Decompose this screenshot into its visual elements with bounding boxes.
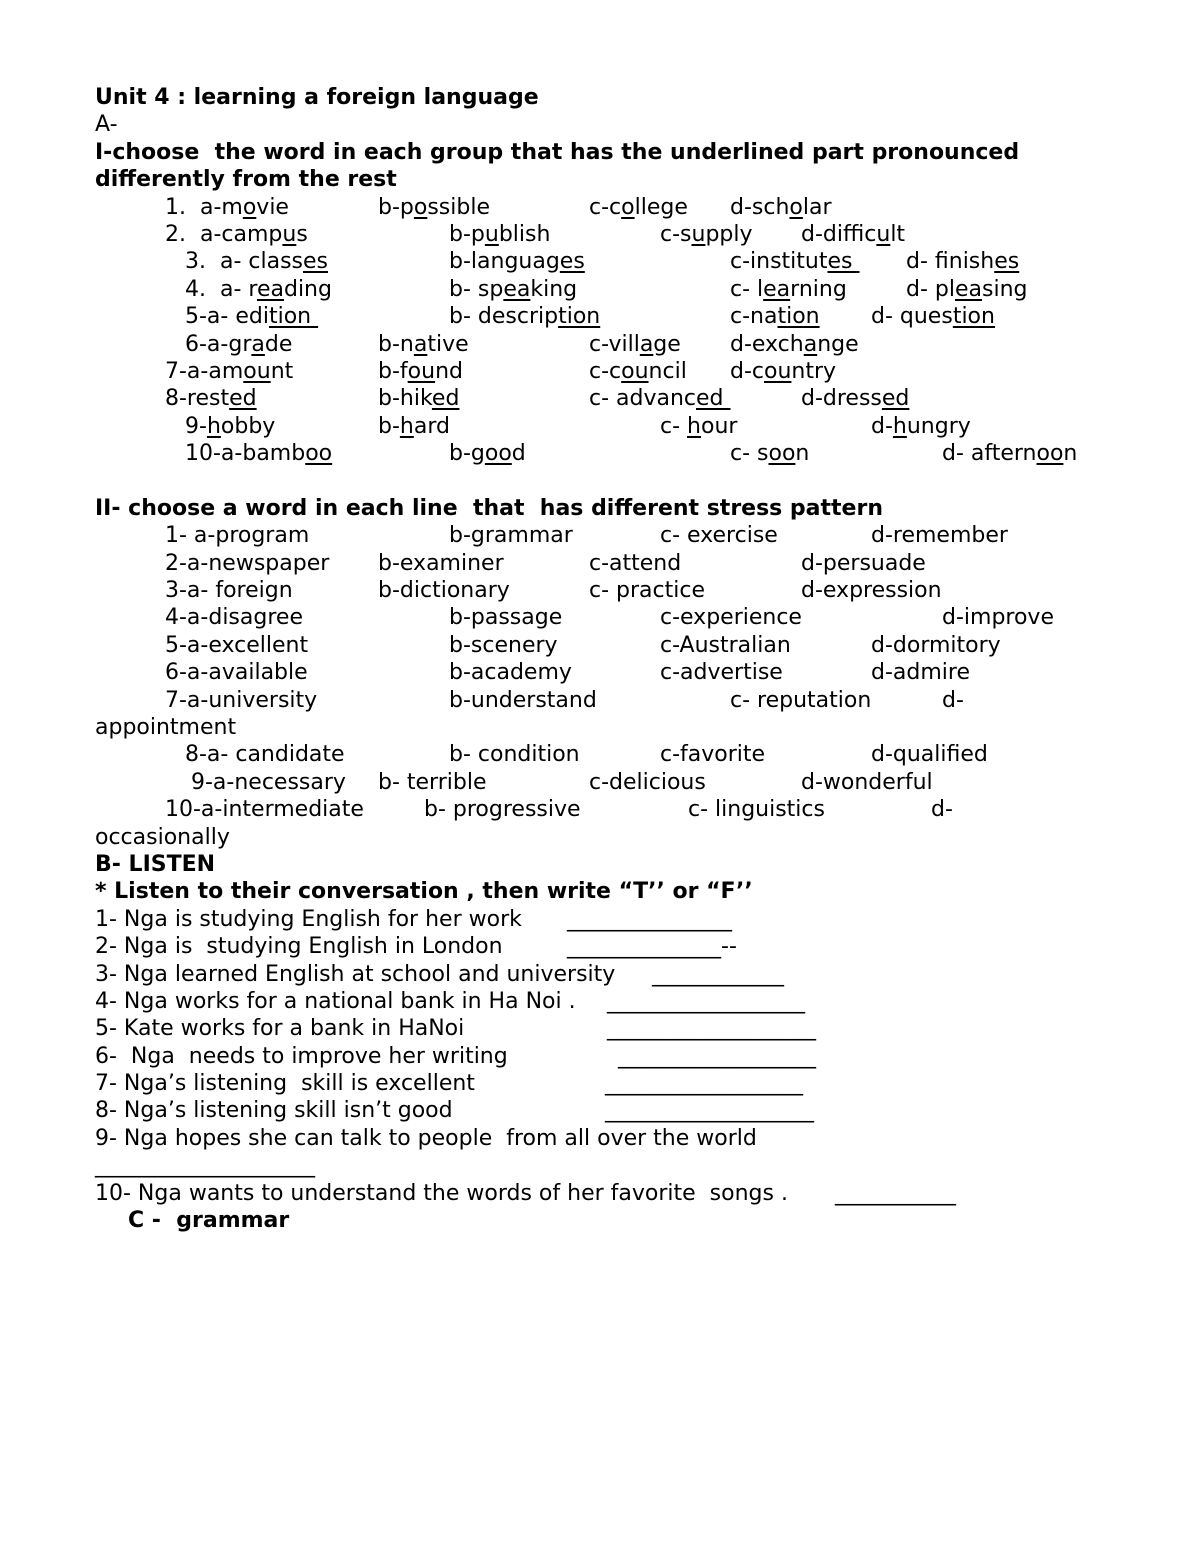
- answer-option: 5-a- edition: [185, 304, 319, 330]
- question-row: [95, 659, 1135, 686]
- answer-blank[interactable]: ____________________: [95, 1153, 315, 1179]
- answer-blank[interactable]: ___________: [835, 1180, 956, 1206]
- section-a-label: A-: [95, 112, 118, 138]
- answer-option: b-hiked: [378, 386, 460, 412]
- answer-option: b-scenery: [449, 632, 558, 658]
- worksheet: [95, 84, 1135, 1234]
- answer-option: b- progressive: [424, 797, 581, 823]
- answer-option: c-institutes: [730, 249, 860, 275]
- grammar-title: C - grammar: [128, 1208, 290, 1234]
- answer-option: d-: [931, 797, 953, 823]
- answer-option: b-grammar: [449, 523, 573, 549]
- answer-option: b-native: [378, 331, 469, 357]
- part2-title: II- choose a word in each line that has different stress pattern: [95, 495, 883, 521]
- answer-option: d-: [942, 687, 964, 713]
- question-row: [95, 413, 1135, 440]
- answer-option: 7-a-amount: [165, 358, 294, 384]
- answer-option: d-wonderful: [801, 769, 933, 795]
- statement-row: [95, 1015, 1135, 1042]
- pronunciation-exercise: [95, 194, 1135, 468]
- answer-option: 8-a- candidate: [185, 742, 345, 768]
- listen-title: B- LISTEN: [95, 851, 216, 877]
- answer-option: c-Australian: [660, 632, 791, 658]
- statement-text: 4- Nga works for a national bank in Ha Noi .: [95, 988, 576, 1014]
- question-row: [95, 577, 1135, 604]
- listen-instruction: * Listen to their conversation , then write “T’’ or “F’’: [95, 879, 753, 905]
- answer-option: 3-a- foreign: [165, 578, 293, 604]
- statement-row: [95, 1180, 1135, 1207]
- part1-title-line2: differently from the rest: [95, 167, 397, 193]
- answer-option: b-found: [378, 358, 463, 384]
- wrapped-option: occasionally: [95, 824, 230, 850]
- answer-option: d- finishes: [906, 249, 1020, 275]
- answer-option: 10-a-bamboo: [185, 441, 333, 467]
- answer-blank[interactable]: ____________: [652, 961, 784, 987]
- answer-option: d-hungry: [871, 413, 971, 439]
- question-row: [95, 550, 1135, 577]
- answer-option: b-dictionary: [378, 578, 510, 604]
- answer-option: c- learning: [730, 276, 847, 302]
- answer-option: d-remember: [871, 523, 1008, 549]
- answer-blank[interactable]: __________________: [607, 988, 805, 1014]
- statement-row: [95, 1125, 1135, 1152]
- question-row: [95, 769, 1135, 796]
- question-row: [95, 303, 1135, 330]
- answer-option: c-advertise: [660, 660, 783, 686]
- answer-option: d-admire: [871, 660, 970, 686]
- answer-option: d-dressed: [801, 386, 910, 412]
- answer-blank[interactable]: _______________: [567, 906, 732, 932]
- answer-option: c- soon: [730, 441, 810, 467]
- question-row: [95, 331, 1135, 358]
- question-row: [95, 221, 1135, 248]
- listening-exercise: [95, 906, 1135, 1207]
- question-row: [95, 385, 1135, 412]
- statement-row: [95, 906, 1135, 933]
- answer-option: c- exercise: [660, 523, 778, 549]
- answer-option: c-favorite: [660, 742, 766, 768]
- answer-option: c- practice: [589, 578, 705, 604]
- question-row: [95, 604, 1135, 631]
- spacer: [95, 467, 1135, 494]
- answer-option: d-qualified: [871, 742, 988, 768]
- answer-option: 1- a-program: [165, 523, 310, 549]
- answer-option: d-expression: [801, 578, 942, 604]
- statement-row: [95, 1070, 1135, 1097]
- statement-text: 7- Nga’s listening skill is excellent: [95, 1071, 475, 1097]
- answer-option: d-exchange: [730, 331, 859, 357]
- answer-blank[interactable]: ___________________: [607, 1016, 816, 1042]
- statement-row: [95, 961, 1135, 988]
- question-row: [95, 687, 1135, 714]
- statement-row: [95, 933, 1135, 960]
- wrapped-option: appointment: [95, 714, 237, 740]
- statement-row: [95, 1152, 1135, 1179]
- statement-row: [95, 1043, 1135, 1070]
- answer-option: 6-a-available: [165, 660, 308, 686]
- question-row: [95, 796, 1135, 823]
- answer-option: c-nation: [730, 304, 820, 330]
- answer-option: 2-a-newspaper: [165, 550, 330, 576]
- answer-option: 4-a-disagree: [165, 605, 303, 631]
- answer-option: b-languages: [449, 249, 585, 275]
- answer-option: c-delicious: [589, 769, 706, 795]
- answer-option: b- speaking: [449, 276, 578, 302]
- statement-text: 3- Nga learned English at school and university: [95, 961, 616, 987]
- answer-option: b-publish: [449, 221, 551, 247]
- answer-blank[interactable]: __________________: [605, 1071, 803, 1097]
- statement-text: 1- Nga is studying English for her work: [95, 906, 522, 932]
- answer-blank[interactable]: ___________________: [605, 1098, 814, 1124]
- answer-option: 10-a-intermediate: [165, 797, 364, 823]
- stress-exercise: [95, 522, 1135, 851]
- statement-text: 10- Nga wants to understand the words of her favorite songs .: [95, 1180, 788, 1206]
- answer-option: 1. a-movie: [165, 194, 289, 220]
- question-row: [95, 248, 1135, 275]
- answer-option: b- description: [449, 304, 601, 330]
- statement-text: 8- Nga’s listening skill isn’t good: [95, 1098, 453, 1124]
- answer-option: b- terrible: [378, 769, 487, 795]
- answer-option: d-dormitory: [871, 632, 1001, 658]
- answer-option: c- linguistics: [688, 797, 825, 823]
- answer-option: 3. a- classes: [185, 249, 329, 275]
- answer-option: c- hour: [660, 413, 738, 439]
- answer-option: b- condition: [449, 742, 580, 768]
- answer-option: d-difficult: [801, 221, 906, 247]
- answer-option: 2. a-campus: [165, 221, 308, 247]
- answer-option: 6-a-grade: [185, 331, 293, 357]
- answer-option: c-council: [589, 358, 687, 384]
- statement-row: [95, 988, 1135, 1015]
- answer-option: c-supply: [660, 221, 753, 247]
- question-row: [95, 632, 1135, 659]
- question-row: [95, 741, 1135, 768]
- answer-option: c-experience: [660, 605, 802, 631]
- answer-option: 9-hobby: [185, 413, 276, 439]
- question-row: [95, 276, 1135, 303]
- answer-option: 9-a-necessary: [191, 769, 346, 795]
- statement-text: 5- Kate works for a bank in HaNoi: [95, 1016, 465, 1042]
- answer-option: c- advanced: [589, 386, 731, 412]
- answer-blank[interactable]: ______________--: [567, 934, 737, 960]
- answer-option: b-hard: [378, 413, 450, 439]
- answer-option: d-improve: [942, 605, 1054, 631]
- answer-option: d-scholar: [730, 194, 832, 220]
- statement-text: 2- Nga is studying English in London: [95, 934, 503, 960]
- answer-option: d- pleasing: [906, 276, 1028, 302]
- part1-title-line1: I-choose the word in each group that has the underlined part pronounced: [95, 139, 1020, 165]
- answer-option: d- question: [871, 304, 995, 330]
- answer-option: 4. a- reading: [185, 276, 332, 302]
- unit-title: Unit 4 : learning a foreign language: [95, 85, 539, 110]
- answer-option: d-country: [730, 358, 837, 384]
- statement-text: 9- Nga hopes she can talk to people from all over the world: [95, 1125, 757, 1151]
- answer-option: b-passage: [449, 605, 563, 631]
- answer-option: b-academy: [449, 660, 572, 686]
- question-row: [95, 440, 1135, 467]
- answer-option: 7-a-university: [165, 687, 318, 713]
- answer-option: b-possible: [378, 194, 490, 220]
- question-row: [95, 358, 1135, 385]
- answer-option: 8-rested: [165, 386, 257, 412]
- answer-option: d- afternoon: [942, 441, 1078, 467]
- statement-row: [95, 1097, 1135, 1124]
- answer-option: c- reputation: [730, 687, 872, 713]
- answer-option: d-persuade: [801, 550, 926, 576]
- answer-option: c-attend: [589, 550, 682, 576]
- answer-option: c-college: [589, 194, 688, 220]
- answer-option: c-village: [589, 331, 681, 357]
- answer-option: b-understand: [449, 687, 597, 713]
- answer-option: b-examiner: [378, 550, 504, 576]
- answer-option: 5-a-excellent: [165, 632, 309, 658]
- question-row: [95, 522, 1135, 549]
- answer-option: b-good: [449, 441, 526, 467]
- statement-text: 6- Nga needs to improve her writing: [95, 1043, 508, 1069]
- answer-blank[interactable]: __________________: [618, 1043, 816, 1069]
- question-row: [95, 194, 1135, 221]
